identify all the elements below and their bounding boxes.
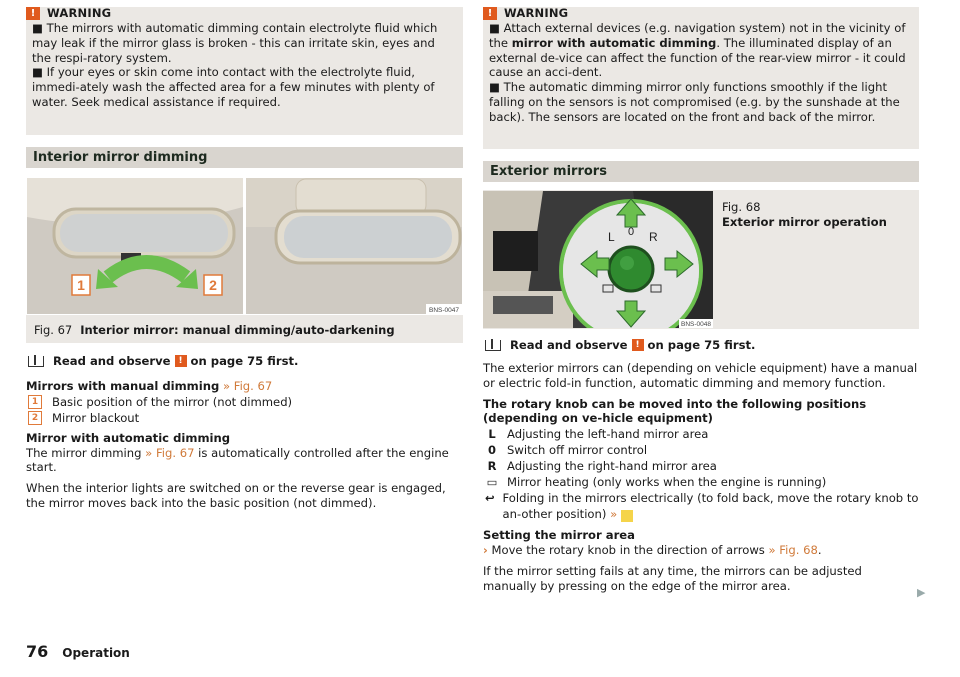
position-item [483, 474, 919, 490]
positions-list [483, 426, 919, 522]
figure-68-caption [722, 200, 887, 230]
read-observe-line [26, 352, 463, 370]
auto-text [26, 446, 463, 476]
intro-text: The exterior mirrors can (depending on vehicle equipment) have a manual or electric fold-in function, automatic dimming and memory function. [483, 361, 918, 390]
legend-item-2 [26, 410, 463, 426]
heat-icon: ▭ [486, 475, 498, 490]
fold-ref-link[interactable]: » [610, 507, 618, 522]
warning-item-1-bold: mirror with automatic dimming [511, 35, 717, 50]
position-text: Adjusting the left-hand mirror area [507, 427, 709, 442]
fail-text: If the mirror setting fails at any time, the mirrors can be adjusted manually by pressing on the edge of the mirror area. [483, 563, 862, 593]
figure-code: BNS-0048 [681, 321, 711, 328]
exterior-mirror-illustration [483, 191, 713, 328]
position-symbol: R [487, 459, 497, 474]
step-marker: › [483, 542, 488, 557]
auto-text-1: The mirror dimming [26, 445, 142, 460]
fig-67-link[interactable]: » Fig. 67 [145, 445, 195, 460]
left-column [26, 0, 463, 511]
warning-ref-icon[interactable]: ! [632, 339, 644, 351]
warning-item: ■ If your eyes or skin come into contact with the electrolyte fluid, immedi-ately wash the affected area for a few minutes with plenty of water. Seek medical assistance if required. [32, 65, 435, 109]
knob-label-R: R [649, 230, 658, 244]
auto-text-2: is automatically controlled after the engine start. [26, 445, 449, 475]
warning-item-1a: ■ Attach external devices (e.g. navigation system) not in the vicinity of the [489, 21, 906, 50]
knob-label-L: L [608, 230, 615, 244]
position-text: Mirror heating (only works when the engine is running) [507, 475, 827, 490]
caption-fig-number: Fig. 68 [722, 200, 761, 214]
figure-code: BNS-0047 [429, 307, 459, 314]
knob-label-0: 0 [627, 226, 635, 238]
setting-step [483, 543, 919, 558]
position-item [483, 490, 919, 522]
fig-67-link[interactable]: » Fig. 67 [222, 379, 273, 393]
position-symbol: L [488, 427, 496, 442]
chapter-name: Operation [62, 646, 130, 660]
fig-68-link[interactable]: » Fig. 68 [768, 542, 818, 557]
warning-title: WARNING [504, 6, 569, 20]
manual-heading: Mirrors with manual dimming [26, 379, 220, 393]
legend-badge: 1 [28, 395, 42, 409]
figure-caption [26, 317, 463, 343]
read-observe-prefix: Read and observe [510, 338, 628, 352]
interior-mirror-illustration [26, 177, 463, 315]
read-observe-line [483, 336, 919, 354]
warning-icon: ! [26, 7, 40, 20]
rotary-heading: The rotary knob can be moved into the following positions (depending on ve-hicle equipment) [483, 396, 867, 426]
position-item [483, 458, 919, 474]
figure-label-2: 2 [209, 277, 217, 293]
legend-text: Mirror blackout [52, 410, 140, 425]
warning-icon: ! [483, 7, 497, 20]
setting-step-text: Move the rotary knob in the direction of arrows [491, 542, 765, 557]
section-title-interior-mirror: Interior mirror dimming [26, 147, 463, 168]
figure-label-1: 1 [77, 277, 85, 293]
caption-fig-number: Fig. 67 [34, 323, 73, 337]
read-observe-prefix: Read and observe [53, 354, 171, 368]
warning-title: WARNING [47, 6, 112, 20]
reverse-gear-text: When the interior lights are switched on or the reverse gear is engaged, the mirror moves back into the basic position (not dimmed). [26, 481, 446, 510]
page-number: 76 [26, 642, 49, 661]
warning-box-external-devices [483, 0, 919, 149]
page-footer [26, 642, 130, 661]
fold-icon: ↩ [484, 491, 495, 506]
warning-item: ■ The automatic dimming mirror only functions smoothly if the light falling on the sensors is not compromised (e.g. by the sunshade at the back). The sensors are located on the front and back of the mirror. [489, 80, 900, 124]
continue-arrow-icon: ▶ [917, 586, 926, 599]
auto-heading: Mirror with automatic dimming [26, 430, 231, 445]
manual-heading-line [26, 379, 463, 394]
legend-badge: 2 [28, 411, 42, 425]
read-observe-link[interactable]: on page 75 first. [647, 338, 756, 352]
caption-text: Exterior mirror operation [722, 215, 887, 229]
caption-text: Interior mirror: manual dimming/auto-darkening [80, 323, 395, 337]
position-symbol: 0 [487, 443, 496, 458]
warning-header [483, 6, 568, 20]
warning-ref-icon[interactable]: ! [175, 355, 187, 367]
warning-body [483, 7, 919, 133]
warning-item: ■ The mirrors with automatic dimming contain electrolyte fluid which may leak if the mirror glass is broken - this can irritate skin, eyes and the respi-ratory system. [32, 21, 438, 65]
figure-67 [26, 177, 463, 343]
warning-box-electrolyte [26, 0, 463, 135]
book-icon [485, 340, 501, 351]
figure-68 [483, 190, 919, 329]
setting-step-end: . [817, 542, 822, 557]
read-observe-link[interactable]: on page 75 first. [190, 354, 299, 368]
warning-body [26, 7, 463, 118]
warning-item [489, 21, 911, 80]
position-text [503, 490, 919, 522]
position-text: Adjusting the right-hand mirror area [507, 459, 717, 474]
position-text: Switch off mirror control [507, 443, 648, 458]
position-item [483, 442, 919, 458]
fold-text: Folding in the mirrors electrically (to fold back, move the rotary knob to an-other position) [502, 491, 919, 522]
section-title-exterior-mirrors: Exterior mirrors [483, 161, 919, 182]
book-icon [28, 356, 44, 367]
legend-item-1 [26, 394, 463, 410]
warning-header [26, 6, 111, 20]
setting-heading: Setting the mirror area [483, 528, 635, 543]
right-column [483, 0, 919, 593]
position-item [483, 426, 919, 442]
caution-ref-icon[interactable]: i [621, 510, 633, 522]
warning-item-1b: . The illuminated display of an external de-vice can affect the function of the rear-view mirror - it could cause an acci-dent. [489, 35, 906, 80]
legend-text: Basic position of the mirror (not dimmed) [52, 394, 293, 409]
